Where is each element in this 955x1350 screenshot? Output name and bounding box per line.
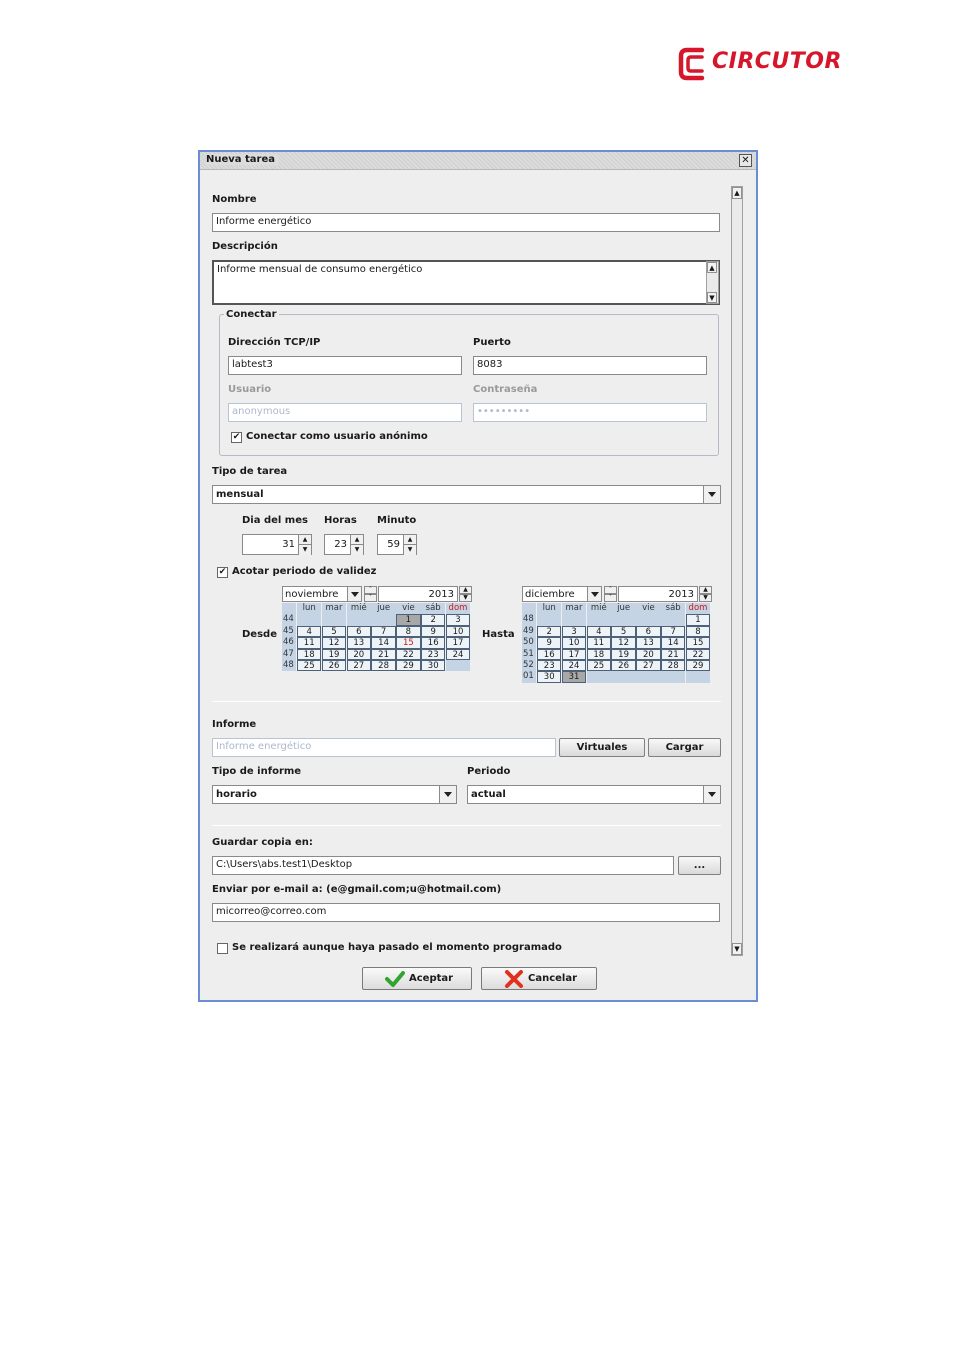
weekday-header: mar (322, 603, 346, 614)
calendar-day[interactable]: 14 (661, 637, 685, 648)
week-row (522, 637, 712, 648)
weekday-header: mié (347, 603, 371, 614)
spin-up-icon[interactable]: ˄ (604, 586, 617, 594)
week-row (522, 614, 712, 625)
cancelar-label: Cancelar (528, 973, 578, 984)
week-number: 51 (522, 649, 536, 660)
calendar-day[interactable]: 16 (421, 637, 445, 648)
calendar-day[interactable]: 19 (322, 649, 346, 660)
anon-label: Conectar como usuario anónimo (246, 431, 428, 442)
scroll-down-icon[interactable]: ▼ (732, 943, 742, 955)
calendar-day[interactable]: 30 (421, 660, 445, 671)
minuto-value: 59 (387, 539, 400, 550)
nombre-input[interactable]: Informe energético (212, 213, 720, 232)
informe-label: Informe (212, 719, 257, 730)
year-spin-buttons[interactable] (699, 586, 712, 602)
calendar-day[interactable]: 5 (611, 626, 635, 637)
week-number: 44 (282, 614, 296, 625)
calendar-day[interactable]: 8 (396, 626, 420, 637)
calendar-day[interactable]: 27 (636, 660, 660, 671)
calendar-day[interactable]: 12 (611, 637, 635, 648)
periodo-value: actual (471, 789, 506, 800)
cancelar-button[interactable] (481, 967, 597, 990)
chevron-down-icon[interactable] (439, 786, 456, 803)
horas-spinner[interactable] (324, 534, 364, 555)
desde-year-spinner[interactable] (364, 586, 472, 602)
guardar-label: Guardar copia en: (212, 837, 313, 848)
calendar-day[interactable]: 29 (396, 660, 420, 671)
week-number: 45 (282, 626, 296, 637)
calendar-empty (371, 614, 395, 625)
desde-year-value: 2013 (378, 586, 458, 602)
calendar-day[interactable]: 7 (661, 626, 685, 637)
tipo-tarea-select[interactable] (212, 485, 721, 504)
virtuales-button[interactable]: Virtuales (559, 738, 645, 757)
calendar-day[interactable]: 20 (347, 649, 371, 660)
separator (212, 825, 721, 826)
spin-up-icon[interactable]: ▲ (298, 535, 311, 545)
tipo-tarea-label: Tipo de tarea (212, 466, 288, 477)
circutor-logo-icon (678, 47, 710, 81)
minuto-spinner[interactable] (377, 534, 417, 555)
descripcion-text: Informe mensual de consumo energético (217, 264, 423, 275)
calendar-day[interactable]: 1 (686, 614, 710, 625)
week-number-header (522, 603, 536, 614)
week-number: 47 (282, 649, 296, 660)
weekday-header: lun (537, 603, 561, 614)
chevron-down-icon[interactable] (703, 786, 720, 803)
weekday-header: mar (562, 603, 586, 614)
guardar-input[interactable]: C:\Users\abs.test1\Desktop (212, 856, 674, 875)
spin-down-icon[interactable]: ▼ (699, 594, 712, 602)
usuario-input[interactable]: anonymous (228, 403, 462, 422)
chevron-down-icon[interactable] (587, 587, 601, 601)
calendar-day[interactable]: 5 (322, 626, 346, 637)
calendar-day[interactable]: 20 (636, 649, 660, 660)
calendar-day[interactable]: 4 (297, 626, 321, 637)
calendar-day[interactable]: 24 (562, 660, 586, 671)
calendar-day[interactable]: 27 (347, 660, 371, 671)
calendar-empty (661, 614, 685, 625)
calendar-empty (587, 614, 611, 625)
spin-up-icon[interactable]: ˄ (364, 586, 377, 594)
calendar-empty (611, 671, 635, 682)
calendar-day[interactable]: 10 (562, 637, 586, 648)
tipo-informe-value: horario (216, 789, 257, 800)
dia-value: 31 (282, 539, 295, 550)
calendar-day[interactable]: 10 (446, 626, 470, 637)
calendar-day[interactable]: 22 (396, 649, 420, 660)
minuto-label: Minuto (377, 515, 417, 526)
descripcion-scroll-up-icon[interactable]: ▲ (707, 262, 717, 273)
spin-down-icon[interactable]: ˅ (604, 594, 617, 602)
usuario-label: Usuario (228, 384, 272, 395)
calendar-empty (562, 614, 586, 625)
chevron-down-icon[interactable] (703, 486, 720, 503)
calendar-empty (636, 671, 660, 682)
calendar-empty (611, 614, 635, 625)
tipo-informe-select[interactable] (212, 785, 457, 804)
calendar-empty (537, 614, 561, 625)
hasta-month-select[interactable] (522, 586, 602, 602)
calendar-day[interactable]: 21 (371, 649, 395, 660)
calendar-day[interactable]: 11 (297, 637, 321, 648)
calendar-day[interactable]: 26 (611, 660, 635, 671)
calendar-empty (587, 671, 611, 682)
week-number: 48 (522, 614, 536, 625)
dialog-scrollbar[interactable] (731, 186, 743, 956)
weekday-header: dom (446, 603, 470, 614)
descripcion-label: Descripción (212, 241, 278, 252)
calendar-day[interactable]: 13 (347, 637, 371, 648)
calendar-empty (297, 614, 321, 625)
hasta-calendar[interactable] (522, 586, 712, 686)
separator (212, 701, 721, 702)
calendar-day[interactable]: 31 (562, 671, 586, 682)
descripcion-textarea[interactable] (212, 260, 720, 305)
dialog-title: Nueva tarea (206, 154, 279, 165)
horas-label: Horas (324, 515, 357, 526)
scroll-up-icon[interactable]: ▲ (732, 187, 742, 199)
weekday-header: mié (587, 603, 611, 614)
hasta-day-grid (522, 603, 712, 683)
weekday-header: lun (297, 603, 321, 614)
week-number: 50 (522, 637, 536, 648)
weekday-header-row (522, 603, 712, 614)
chevron-down-icon[interactable] (347, 587, 361, 601)
descripcion-scroll-down-icon[interactable]: ▼ (707, 292, 717, 303)
tipo-informe-label: Tipo de informe (212, 766, 302, 777)
calendar-day[interactable]: 25 (297, 660, 321, 671)
email-input[interactable]: micorreo@correo.com (212, 903, 720, 922)
calendar-day[interactable]: 26 (322, 660, 346, 671)
aceptar-button[interactable] (362, 967, 472, 990)
calendar-empty (686, 671, 710, 682)
email-label: Enviar por e-mail a: (e@gmail.com;u@hotmail.com) (212, 884, 502, 895)
spin-down-icon[interactable]: ▼ (298, 545, 311, 555)
calendar-empty (446, 660, 470, 671)
contrasena-label: Contraseña (473, 384, 538, 395)
year-spin-buttons[interactable] (604, 586, 617, 602)
periodo-label: Periodo (467, 766, 511, 777)
spin-down-icon[interactable]: ▼ (403, 545, 416, 555)
calendar-day[interactable]: 6 (347, 626, 371, 637)
calendar-day[interactable]: 2 (537, 626, 561, 637)
cargar-button[interactable]: Cargar (648, 738, 721, 757)
calendar-day[interactable]: 9 (537, 637, 561, 648)
calendar-day[interactable]: 15 (686, 637, 710, 648)
ip-label: Dirección TCP/IP (228, 337, 321, 348)
calendar-day[interactable]: 28 (371, 660, 395, 671)
calendar-day[interactable]: 29 (686, 660, 710, 671)
hasta-year-spinner[interactable] (604, 586, 712, 602)
calendar-day[interactable]: 15 (396, 637, 420, 648)
calendar-day[interactable]: 28 (661, 660, 685, 671)
descripcion-scrollbar[interactable] (706, 261, 719, 304)
calendar-empty (322, 614, 346, 625)
hasta-label: Hasta (482, 629, 515, 640)
puerto-label: Puerto (473, 337, 511, 348)
week-number: 49 (522, 626, 536, 637)
calendar-day[interactable]: 17 (446, 637, 470, 648)
spin-up-icon[interactable]: ▲ (350, 535, 363, 545)
desde-month-value: noviembre (285, 589, 339, 600)
anon-checkbox[interactable]: ✔ (232, 432, 241, 442)
calendar-day[interactable]: 16 (537, 649, 561, 660)
acotar-label: Acotar periodo de validez (232, 566, 377, 577)
browse-button[interactable]: ... (678, 856, 721, 875)
programado-label: Se realizará aunque haya pasado el momento programado (232, 942, 562, 953)
dia-label: Dia del mes (242, 515, 308, 526)
spin-down-icon[interactable]: ▼ (459, 594, 472, 602)
calendar-day[interactable]: 3 (562, 626, 586, 637)
week-number: 01 (522, 671, 536, 682)
calendar-day[interactable]: 17 (562, 649, 586, 660)
calendar-empty (347, 614, 371, 625)
logo-text: CIRCUTOR (712, 49, 842, 74)
calendar-day[interactable]: 1 (396, 614, 420, 625)
calendar-empty (636, 614, 660, 625)
hasta-month-value: diciembre (525, 589, 575, 600)
conectar-legend: Conectar (226, 309, 277, 320)
calendar-day[interactable]: 30 (537, 671, 561, 682)
weekday-header-row (282, 603, 472, 614)
spin-up-icon[interactable]: ▲ (459, 586, 472, 594)
week-row (282, 626, 472, 637)
weekday-header: jue (371, 603, 395, 614)
calendar-day[interactable]: 8 (686, 626, 710, 637)
spin-down-icon[interactable]: ▼ (350, 545, 363, 555)
calendar-day[interactable]: 19 (611, 649, 635, 660)
circutor-logo (678, 47, 853, 81)
weekday-header: dom (686, 603, 710, 614)
calendar-day[interactable]: 6 (636, 626, 660, 637)
nueva-tarea-dialog (198, 150, 758, 1002)
calendar-day[interactable]: 23 (537, 660, 561, 671)
calendar-day[interactable]: 21 (661, 649, 685, 660)
cross-icon (504, 970, 524, 988)
puerto-input[interactable]: 8083 (473, 356, 707, 375)
periodo-select[interactable] (467, 785, 721, 804)
calendar-day[interactable]: 12 (322, 637, 346, 648)
calendar-day[interactable]: 22 (686, 649, 710, 660)
spin-down-icon[interactable]: ˅ (364, 594, 377, 602)
weekday-header: vie (636, 603, 660, 614)
calendar-day[interactable]: 23 (421, 649, 445, 660)
acotar-checkbox[interactable]: ✔ (218, 567, 227, 577)
week-row (282, 660, 472, 671)
week-number-header (282, 603, 296, 614)
calendar-day[interactable]: 18 (587, 649, 611, 660)
week-row (282, 637, 472, 648)
week-row (282, 649, 472, 660)
calendar-day[interactable]: 24 (446, 649, 470, 660)
horas-value: 23 (334, 539, 347, 550)
desde-month-select[interactable] (282, 586, 362, 602)
calendar-day[interactable]: 7 (371, 626, 395, 637)
close-icon[interactable]: ✕ (739, 154, 752, 167)
weekday-header: jue (611, 603, 635, 614)
aceptar-label: Aceptar (409, 973, 454, 984)
checkmark-icon (385, 970, 405, 988)
week-row (522, 671, 712, 682)
ip-input[interactable]: labtest3 (228, 356, 462, 375)
desde-calendar[interactable] (282, 586, 472, 686)
calendar-day[interactable]: 11 (587, 637, 611, 648)
week-row (522, 626, 712, 637)
calendar-empty (661, 671, 685, 682)
spin-up-icon[interactable]: ▲ (699, 586, 712, 594)
calendar-day[interactable]: 14 (371, 637, 395, 648)
week-number: 52 (522, 660, 536, 671)
calendar-day[interactable]: 3 (446, 614, 470, 625)
week-row (522, 649, 712, 660)
tipo-tarea-value: mensual (216, 489, 264, 500)
week-number: 48 (282, 660, 296, 671)
spin-up-icon[interactable]: ▲ (403, 535, 416, 545)
year-spin-buttons[interactable] (364, 586, 377, 602)
informe-input[interactable]: Informe energético (212, 738, 556, 757)
calendar-day[interactable]: 2 (421, 614, 445, 625)
dia-spinner[interactable] (242, 534, 312, 555)
desde-label: Desde (242, 629, 277, 640)
dialog-titlebar[interactable] (200, 152, 756, 170)
calendar-day[interactable]: 18 (297, 649, 321, 660)
calendar-day[interactable]: 4 (587, 626, 611, 637)
desde-day-grid (282, 603, 472, 671)
week-number: 46 (282, 637, 296, 648)
programado-checkbox[interactable] (217, 943, 228, 954)
week-row (522, 660, 712, 671)
calendar-day[interactable]: 13 (636, 637, 660, 648)
calendar-day[interactable]: 9 (421, 626, 445, 637)
weekday-header: sáb (661, 603, 685, 614)
weekday-header: vie (396, 603, 420, 614)
week-row (282, 614, 472, 625)
contrasena-input[interactable]: ••••••••• (473, 403, 707, 422)
calendar-day[interactable]: 25 (587, 660, 611, 671)
hasta-year-value: 2013 (618, 586, 698, 602)
nombre-label: Nombre (212, 194, 257, 205)
weekday-header: sáb (421, 603, 445, 614)
year-spin-buttons[interactable] (459, 586, 472, 602)
